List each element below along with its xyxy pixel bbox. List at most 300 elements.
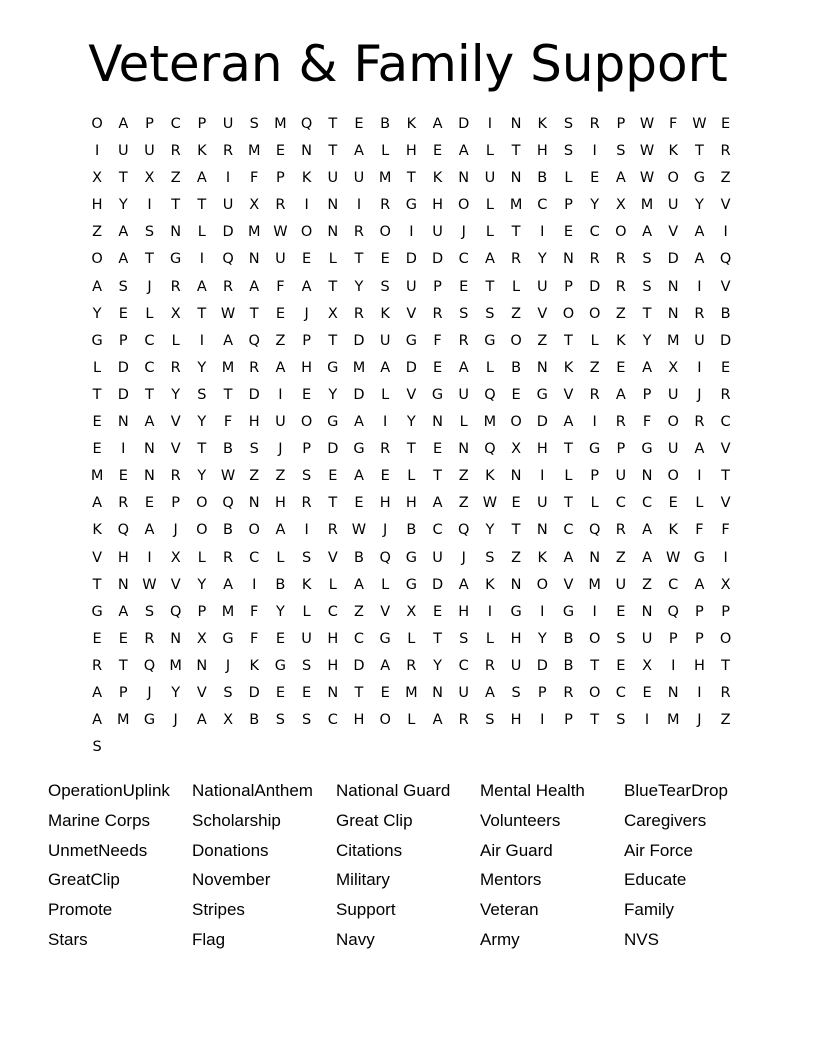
grid-letter: F bbox=[250, 603, 259, 620]
word-list-item: OperationUplink bbox=[48, 781, 170, 800]
grid-letter: E bbox=[432, 603, 443, 620]
grid-letter: G bbox=[693, 170, 706, 187]
grid-letter: N bbox=[589, 549, 601, 566]
grid-letter: M bbox=[509, 197, 523, 214]
grid-letter: L bbox=[485, 197, 494, 214]
grid-letter: G bbox=[91, 603, 103, 620]
grid-letter: A bbox=[484, 251, 495, 268]
grid-letter: R bbox=[222, 278, 234, 295]
page-title: Veteran & Family Support bbox=[88, 35, 728, 93]
grid-letter: I bbox=[487, 603, 493, 620]
grid-letter: E bbox=[275, 305, 285, 322]
grid-letter: O bbox=[196, 522, 208, 539]
grid-letter: Y bbox=[197, 576, 207, 593]
grid-letter: N bbox=[458, 441, 470, 458]
grid-letter: T bbox=[92, 576, 102, 593]
grid-letter: T bbox=[171, 197, 181, 214]
grid-letter: Y bbox=[537, 251, 547, 268]
grid-letter: D bbox=[117, 386, 129, 403]
grid-letter: O bbox=[379, 224, 391, 241]
grid-letter: I bbox=[723, 224, 728, 241]
grid-letter: M bbox=[117, 712, 130, 729]
grid-letter: A bbox=[642, 522, 652, 539]
grid-letter: O bbox=[588, 630, 601, 647]
grid-letter: G bbox=[353, 441, 365, 458]
grid-letter: T bbox=[511, 143, 521, 160]
grid-letter: A bbox=[301, 278, 312, 295]
grid-letter: P bbox=[118, 332, 128, 349]
grid-letter: M bbox=[352, 359, 366, 376]
grid-letter: L bbox=[302, 603, 311, 620]
grid-letter: Q bbox=[484, 386, 496, 403]
grid-letter: K bbox=[668, 143, 678, 160]
grid-letter: U bbox=[379, 332, 391, 349]
grid-letter: A bbox=[92, 278, 103, 295]
grid-letter: S bbox=[511, 684, 521, 701]
grid-letter: J bbox=[173, 522, 178, 539]
grid-letter: O bbox=[458, 197, 470, 214]
grid-letter: Y bbox=[197, 359, 207, 376]
grid-letter: H bbox=[405, 143, 417, 160]
word-list-item: NVS bbox=[624, 929, 659, 949]
grid-letter: A bbox=[432, 495, 443, 512]
grid-letter: L bbox=[381, 386, 390, 403]
grid-letter: I bbox=[697, 278, 702, 295]
grid-letter: Q bbox=[458, 522, 470, 539]
grid-letter: B bbox=[511, 359, 522, 376]
grid-letter: L bbox=[695, 495, 704, 512]
grid-letter: E bbox=[432, 441, 443, 458]
grid-letter: P bbox=[433, 278, 442, 295]
grid-letter: G bbox=[379, 630, 391, 647]
grid-letter: H bbox=[248, 414, 260, 431]
grid-letter: X bbox=[92, 170, 103, 187]
grid-letter: R bbox=[432, 305, 443, 322]
grid-letter: Q bbox=[222, 495, 234, 512]
grid-letter: M bbox=[274, 116, 287, 132]
grid-letter: I bbox=[540, 468, 545, 485]
grid-letter: Z bbox=[92, 224, 103, 241]
grid-letter: P bbox=[197, 603, 207, 620]
grid-letter: U bbox=[327, 170, 339, 187]
grid-letter: Q bbox=[248, 332, 260, 349]
grid-letter: A bbox=[196, 278, 207, 295]
grid-letter: E bbox=[354, 116, 364, 132]
grid-letter: S bbox=[301, 549, 312, 566]
grid-letter: S bbox=[275, 712, 286, 729]
grid-letter: L bbox=[407, 630, 416, 647]
grid-letter: K bbox=[485, 468, 495, 485]
grid-letter: I bbox=[252, 576, 257, 593]
grid-letter: I bbox=[697, 684, 702, 701]
grid-letter: T bbox=[721, 468, 731, 485]
grid-letter: K bbox=[537, 549, 548, 566]
grid-letter: A bbox=[92, 712, 103, 729]
grid-letter: B bbox=[353, 549, 364, 566]
grid-letter: O bbox=[196, 495, 208, 512]
grid-letter: U bbox=[536, 278, 548, 295]
grid-letter: N bbox=[248, 251, 260, 268]
grid-letter: S bbox=[223, 684, 233, 701]
grid-letter: C bbox=[432, 522, 443, 539]
grid-letter: Y bbox=[694, 197, 704, 214]
grid-letter: V bbox=[563, 576, 574, 593]
grid-letter: T bbox=[197, 305, 207, 322]
grid-letter: E bbox=[275, 684, 285, 701]
grid-letter: E bbox=[144, 495, 155, 512]
grid-letter: R bbox=[615, 251, 626, 268]
grid-letter: W bbox=[639, 116, 655, 132]
grid-letter: O bbox=[667, 170, 679, 187]
grid-letter: A bbox=[196, 170, 207, 187]
grid-letter: K bbox=[668, 522, 678, 539]
grid-letter: Z bbox=[642, 576, 652, 593]
grid-letter: V bbox=[170, 576, 181, 593]
grid-letter: G bbox=[693, 549, 706, 566]
grid-letter: N bbox=[667, 684, 679, 701]
grid-letter: G bbox=[536, 386, 548, 403]
grid-letter: Y bbox=[118, 197, 128, 214]
grid-letter: C bbox=[458, 657, 469, 674]
grid-letter: B bbox=[275, 576, 286, 593]
grid-letter: Q bbox=[667, 603, 679, 620]
word-list-item: Educate bbox=[624, 870, 687, 890]
grid-letter: I bbox=[540, 712, 545, 729]
grid-letter: K bbox=[380, 305, 390, 322]
grid-letter: J bbox=[225, 657, 231, 674]
grid-letter: T bbox=[406, 170, 416, 187]
grid-letter: C bbox=[353, 630, 365, 647]
grid-letter: O bbox=[562, 305, 575, 322]
grid-letter: A bbox=[432, 116, 443, 132]
grid-letter: B bbox=[223, 522, 233, 539]
grid-letter: E bbox=[302, 251, 312, 268]
grid-letter: O bbox=[588, 684, 601, 701]
grid-letter: Z bbox=[511, 305, 522, 322]
grid-letter: Z bbox=[275, 332, 286, 349]
grid-letter: N bbox=[563, 251, 574, 268]
grid-letter: D bbox=[353, 332, 365, 349]
grid-letter: O bbox=[248, 522, 260, 539]
grid-letter: C bbox=[563, 522, 574, 539]
grid-letter: L bbox=[459, 414, 468, 431]
grid-letter: M bbox=[247, 224, 261, 241]
grid-letter: I bbox=[94, 143, 100, 160]
grid-letter: R bbox=[380, 197, 391, 214]
grid-letter: G bbox=[589, 441, 601, 458]
grid-letter: L bbox=[145, 305, 154, 322]
grid-letter: Y bbox=[642, 332, 652, 349]
grid-letter: F bbox=[433, 332, 442, 349]
grid-letter: T bbox=[249, 305, 259, 322]
grid-letter: P bbox=[642, 386, 652, 403]
grid-letter: T bbox=[511, 522, 521, 539]
grid-letter: U bbox=[222, 197, 234, 214]
grid-letter: P bbox=[276, 170, 285, 187]
grid-letter: L bbox=[407, 468, 416, 485]
grid-letter: A bbox=[380, 657, 391, 674]
grid-letter: A bbox=[275, 359, 286, 376]
grid-letter: E bbox=[92, 441, 102, 458]
grid-letter: U bbox=[275, 251, 286, 268]
grid-letter: H bbox=[432, 197, 443, 214]
grid-letter: U bbox=[694, 332, 705, 349]
grid-letter: R bbox=[170, 468, 181, 485]
word-list-item: Navy bbox=[336, 929, 375, 949]
grid-letter: N bbox=[536, 522, 548, 539]
grid-letter: T bbox=[564, 495, 573, 512]
grid-letter: A bbox=[432, 712, 443, 729]
grid-letter: R bbox=[563, 684, 574, 701]
grid-letter: H bbox=[327, 630, 339, 647]
grid-letter: S bbox=[459, 630, 469, 647]
grid-letter: E bbox=[616, 359, 626, 376]
grid-letter: L bbox=[512, 278, 521, 295]
grid-letter: S bbox=[563, 143, 574, 160]
grid-letter: R bbox=[511, 251, 522, 268]
grid-letter: M bbox=[666, 332, 680, 349]
grid-letter: T bbox=[721, 657, 731, 674]
grid-letter: G bbox=[405, 549, 417, 566]
grid-letter: E bbox=[118, 468, 128, 485]
grid-letter: A bbox=[642, 224, 652, 241]
grid-letter: O bbox=[719, 630, 732, 647]
grid-letter: Y bbox=[590, 197, 600, 214]
grid-letter: L bbox=[485, 630, 494, 647]
grid-letter: T bbox=[433, 468, 442, 485]
grid-letter: I bbox=[487, 116, 493, 132]
grid-letter: A bbox=[144, 522, 155, 539]
grid-letter: I bbox=[147, 549, 152, 566]
word-list-item: Mental Health bbox=[480, 781, 585, 800]
grid-letter: L bbox=[590, 332, 599, 349]
grid-letter: G bbox=[91, 332, 103, 349]
grid-letter: S bbox=[485, 712, 495, 729]
grid-letter: D bbox=[248, 684, 260, 701]
grid-letter: A bbox=[694, 251, 705, 268]
grid-letter: T bbox=[223, 386, 233, 403]
grid-letter: D bbox=[222, 224, 234, 241]
grid-letter: I bbox=[304, 522, 309, 539]
grid-letter: P bbox=[145, 116, 154, 132]
grid-letter: G bbox=[641, 441, 653, 458]
grid-letter: T bbox=[145, 251, 154, 268]
grid-letter: Q bbox=[143, 657, 156, 674]
grid-letter: P bbox=[590, 468, 600, 485]
grid-letter: T bbox=[354, 251, 364, 268]
grid-letter: I bbox=[540, 603, 545, 620]
grid-letter: N bbox=[510, 170, 522, 187]
grid-letter: V bbox=[720, 495, 731, 512]
grid-letter: U bbox=[222, 116, 234, 132]
grid-letter: I bbox=[592, 414, 597, 431]
grid-letter: E bbox=[328, 468, 338, 485]
grid-letter: S bbox=[118, 278, 128, 295]
grid-letter: A bbox=[354, 468, 364, 485]
grid-letter: W bbox=[639, 170, 655, 187]
grid-letter: R bbox=[170, 143, 181, 160]
grid-letter: O bbox=[91, 251, 103, 268]
grid-letter: X bbox=[170, 305, 181, 322]
grid-letter: L bbox=[407, 712, 416, 729]
grid-letter: Z bbox=[458, 468, 469, 485]
grid-letter: E bbox=[354, 495, 364, 512]
grid-letter: U bbox=[484, 170, 496, 187]
grid-letter: P bbox=[668, 630, 678, 647]
grid-letter: I bbox=[304, 197, 309, 214]
word-list-item: Marine Corps bbox=[48, 810, 151, 830]
grid-letter: O bbox=[510, 414, 522, 431]
grid-letter: O bbox=[510, 332, 522, 349]
grid-letter: F bbox=[250, 630, 259, 647]
grid-letter: E bbox=[721, 116, 731, 132]
grid-letter: R bbox=[118, 495, 129, 512]
grid-letter: T bbox=[642, 305, 652, 322]
grid-letter: C bbox=[537, 197, 548, 214]
grid-letter: U bbox=[432, 224, 443, 241]
word-list-item: Promote bbox=[48, 900, 113, 920]
grid-letter: A bbox=[694, 576, 705, 593]
grid-letter: J bbox=[461, 224, 466, 241]
grid-letter: H bbox=[458, 603, 470, 620]
grid-letter: O bbox=[615, 224, 627, 241]
grid-letter: X bbox=[249, 197, 260, 214]
grid-letter: T bbox=[328, 495, 338, 512]
grid-letter: A bbox=[118, 603, 129, 620]
grid-letter: D bbox=[405, 251, 417, 268]
grid-letter: V bbox=[720, 197, 731, 214]
grid-letter: V bbox=[406, 386, 417, 403]
grid-letter: F bbox=[721, 522, 730, 539]
grid-letter: L bbox=[93, 359, 102, 376]
grid-letter: W bbox=[142, 576, 157, 593]
grid-letter: A bbox=[694, 224, 705, 241]
grid-letter: K bbox=[537, 116, 548, 132]
grid-letter: E bbox=[92, 414, 102, 431]
grid-letter: L bbox=[485, 359, 494, 376]
grid-letter: R bbox=[222, 143, 234, 160]
grid-letter: N bbox=[144, 468, 155, 485]
grid-letter: D bbox=[458, 116, 470, 132]
grid-letter: T bbox=[485, 278, 495, 295]
grid-letter: J bbox=[304, 305, 309, 322]
grid-letter: H bbox=[117, 549, 129, 566]
grid-letter: U bbox=[144, 143, 155, 160]
grid-letter: E bbox=[721, 359, 731, 376]
grid-letter: N bbox=[641, 603, 653, 620]
word-list-item: UnmetNeeds bbox=[48, 840, 148, 860]
grid-letter: X bbox=[406, 603, 417, 620]
grid-letter: S bbox=[642, 251, 652, 268]
grid-letter: S bbox=[144, 224, 155, 241]
grid-letter: Q bbox=[484, 441, 496, 458]
grid-letter: W bbox=[639, 143, 655, 160]
grid-letter: Z bbox=[275, 468, 286, 485]
grid-letter: M bbox=[221, 603, 235, 620]
grid-letter: I bbox=[644, 712, 650, 729]
grid-letter: V bbox=[537, 305, 548, 322]
word-list-item: Citations bbox=[336, 840, 403, 860]
grid-letter: D bbox=[353, 386, 365, 403]
grid-letter: R bbox=[615, 278, 626, 295]
grid-letter: G bbox=[327, 414, 339, 431]
grid-letter: I bbox=[697, 468, 702, 485]
grid-letter: Z bbox=[720, 712, 731, 729]
grid-letter: Y bbox=[275, 603, 285, 620]
grid-letter: X bbox=[327, 305, 338, 322]
grid-letter: U bbox=[615, 468, 627, 485]
grid-letter: K bbox=[301, 170, 312, 187]
grid-letter: R bbox=[301, 495, 312, 512]
grid-letter: B bbox=[249, 712, 260, 729]
grid-letter: R bbox=[720, 684, 731, 701]
grid-letter: R bbox=[144, 630, 155, 647]
grid-letter: T bbox=[590, 657, 600, 674]
grid-letter: H bbox=[327, 657, 339, 674]
grid-letter: T bbox=[328, 278, 338, 295]
grid-letter: S bbox=[642, 278, 652, 295]
grid-letter: R bbox=[615, 414, 626, 431]
grid-letter: P bbox=[564, 278, 573, 295]
grid-letter: Z bbox=[354, 603, 364, 620]
grid-letter: S bbox=[616, 143, 626, 160]
grid-letter: V bbox=[196, 684, 207, 701]
grid-letter: O bbox=[667, 468, 679, 485]
grid-letter: R bbox=[589, 386, 600, 403]
grid-letter: H bbox=[353, 712, 365, 729]
word-list bbox=[48, 776, 768, 955]
grid-letter: R bbox=[458, 332, 469, 349]
grid-letter: I bbox=[199, 332, 204, 349]
grid-letter: N bbox=[641, 468, 653, 485]
grid-letter: A bbox=[92, 495, 103, 512]
grid-letter: P bbox=[564, 197, 573, 214]
grid-letter: B bbox=[537, 170, 548, 187]
grid-letter: Q bbox=[719, 251, 732, 268]
grid-letter: P bbox=[564, 712, 573, 729]
letter-grid bbox=[84, 111, 739, 761]
grid-letter: O bbox=[91, 116, 103, 132]
grid-letter: W bbox=[666, 549, 681, 566]
grid-letter: H bbox=[510, 630, 522, 647]
grid-letter: S bbox=[380, 278, 390, 295]
word-list-item: Military bbox=[336, 870, 390, 890]
grid-letter: F bbox=[276, 278, 285, 295]
grid-letter: E bbox=[668, 495, 678, 512]
grid-letter: K bbox=[485, 576, 495, 593]
grid-letter: Y bbox=[171, 684, 181, 701]
grid-letter: D bbox=[720, 332, 732, 349]
grid-letter: O bbox=[300, 224, 313, 241]
grid-letter: K bbox=[616, 332, 626, 349]
grid-letter: G bbox=[562, 603, 575, 620]
grid-letter: G bbox=[405, 197, 417, 214]
grid-letter: A bbox=[354, 414, 364, 431]
grid-letter: D bbox=[405, 359, 417, 376]
grid-letter: C bbox=[327, 712, 338, 729]
grid-letter: Y bbox=[92, 305, 102, 322]
grid-letter: R bbox=[589, 116, 600, 132]
grid-letter: E bbox=[432, 359, 443, 376]
grid-letter: D bbox=[431, 576, 444, 593]
grid-letter: E bbox=[616, 603, 626, 620]
grid-letter: P bbox=[302, 332, 311, 349]
grid-letter: D bbox=[431, 251, 444, 268]
grid-letter: A bbox=[354, 143, 364, 160]
grid-letter: W bbox=[273, 224, 288, 241]
grid-letter: V bbox=[720, 441, 731, 458]
grid-letter: N bbox=[432, 414, 443, 431]
